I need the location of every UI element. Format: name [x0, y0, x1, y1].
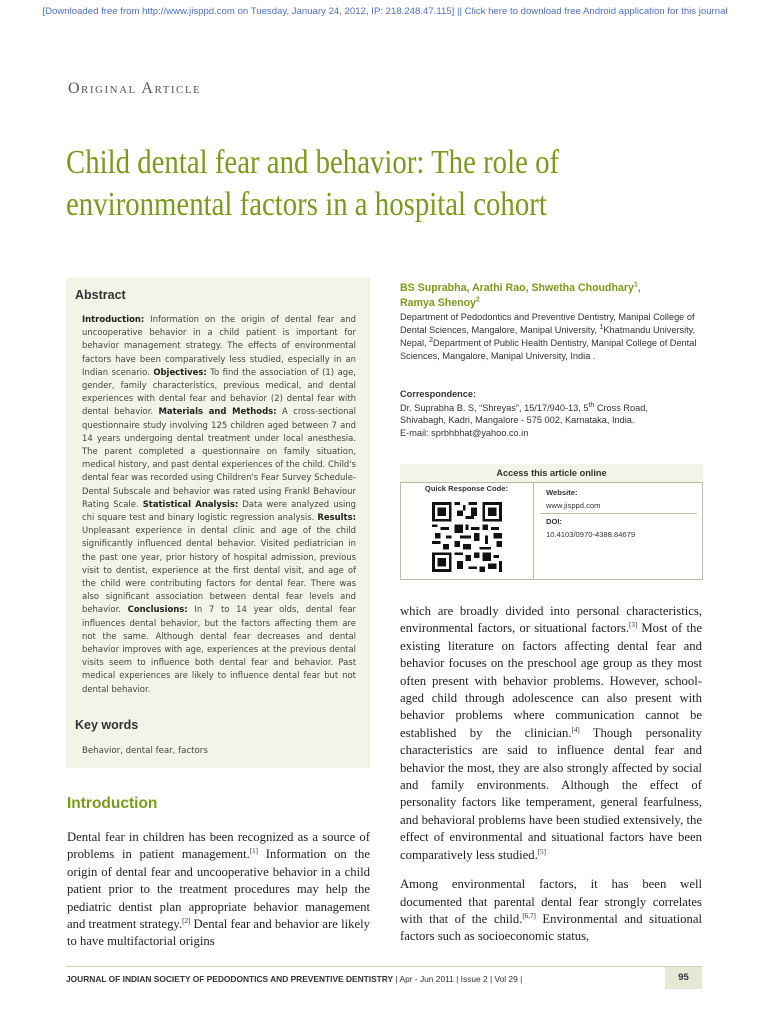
- abstract-stats-text: Data were analyzed using chi square test and binary logistic regression analysis.: [82, 498, 357, 523]
- author-list: [400, 281, 702, 311]
- introduction-heading: Introduction: [67, 795, 158, 812]
- abstract-conclusions-label: Conclusions:: [127, 604, 188, 615]
- doi-link[interactable]: 10.4103/0970-4388.84679: [546, 530, 636, 539]
- text-run: Most of the existing literature on factors affecting dental fear and behavior focuses on the preschool age group as they most often present with behavior problems. However, school-aged child through adolescence can also present with behavior problems where communication cannot be established by the clinician.: [400, 621, 702, 740]
- abstract-heading: Abstract: [75, 288, 126, 302]
- affiliation: [400, 311, 702, 363]
- access-heading: Access this article online: [400, 464, 703, 482]
- affiliation-sup: 2: [429, 336, 434, 344]
- text-run: which are broadly divided into personal characteristics, environmental factors, or situational factors.: [400, 604, 702, 636]
- citation-link[interactable]: [3]: [628, 621, 638, 630]
- text-run: Though personality characteristics are said to influence dental fear and behavior the most, they are also strongly affected by social and family environments. Although the effect of personality factors like temperament, general fearfulness, and behavioral problems have been studied extensively, the effect of environmental and situational factors have been comparatively less studied.: [400, 725, 702, 862]
- correspondence-heading: Correspondence:: [400, 389, 477, 399]
- text-run: Environmental and situational factors such as socioeconomic status,: [400, 911, 702, 944]
- banner-separator: ||: [456, 6, 462, 17]
- correspondence-details: [400, 402, 702, 439]
- journal-name: JOURNAL OF INDIAN SOCIETY OF PEDODONTICS AND PREVENTIVE DENTISTRY: [66, 974, 394, 984]
- abstract-results-text: Unpleasant experience in dental clinic and age of the child significantly influenced dental behavior. Visited pediatrician in the past one year, prior history of hospital admission, previous visit to dentist, experience at the first dental visit, and age of the child were contributing factors for dental fear. There was also significant association between dental fear levels and behavior.: [82, 525, 356, 615]
- footer-citation: [66, 974, 522, 984]
- affiliation-text: Khatmandu University, Nepal,: [400, 324, 696, 348]
- abstract-conclusions-text: In 7 to 14 year olds, dental fear influences dental behavior, but the factors affecting them are not the same. Although dental fear decreases and dental behavior improves with age, experiences at the previous dental visits seem to influence both dental fear and behavior. Past medical experiences are likely to influence dental fear but not dental behavior.: [82, 604, 357, 694]
- abstract-stats-label: Statistical Analysis:: [142, 498, 239, 509]
- abstract-objectives-text: To find the association of (1) age, gender, family characteristics, previous medical, and dental experiences with dental fear and behavior (2) dental fear with dental behavior.: [82, 366, 356, 417]
- correspondence-address: Shivabagh, Kadri, Mangalore - 575 002, Karnataka, India.: [400, 415, 635, 426]
- keywords-heading: Key words: [75, 718, 139, 732]
- text-run: Dr. Suprabha B. S, “Shreyas”, 15/17/940-13, 5: [400, 403, 589, 413]
- text-run: Information on the origin of dental fear and uncooperative behavior in a child patient prior to the treatment procedures may help the pediatric dentist plan appropriate behavior management and treatment strategy.: [67, 847, 370, 932]
- paragraph: [67, 829, 370, 951]
- doi-label: DOI:: [546, 517, 563, 526]
- citation-link[interactable]: [5]: [537, 847, 546, 856]
- authors-comma: ,: [637, 282, 641, 294]
- abstract-text: [82, 313, 356, 696]
- right-column-text: [400, 603, 702, 946]
- website-label: Website:: [546, 488, 578, 497]
- author-sup: 2: [475, 296, 480, 304]
- abstract-methods-text: A cross-sectional questionnaire study involving 125 children aged between 7 and 14 years undergoing dental treatment under local anesthesia. The parent completed a questionnaire on family situation, medical history, and past dental experiences of the child. Child's dental fear was recorded using Children's Fear Survey Schedule-Dental Subscale and behavior was rated using Frankl Behaviour Rating Scale.: [82, 406, 357, 509]
- authors-line-1: BS Suprabha, Arathi Rao, Shwetha Choudhary: [400, 282, 634, 294]
- abstract-objectives-label: Objectives:: [153, 366, 207, 377]
- left-column-text: [67, 829, 370, 951]
- qr-code-icon[interactable]: [432, 501, 502, 573]
- text-run: Among environmental factors, it has been well documented that parental dental fear strongly correlates with that of the child.: [400, 877, 702, 926]
- android-app-link[interactable]: Click here to download free Android application for this journal: [464, 6, 728, 17]
- paragraph: [400, 603, 702, 864]
- download-info-link[interactable]: [Downloaded free from http://www.jisppd.com on Tuesday, January 24, 2012, IP: 218.248.47.115]: [42, 6, 455, 17]
- keywords-text: Behavior, dental fear, factors: [82, 746, 208, 756]
- affiliation-text: Department of Pedodontics and Preventive Dentistry, Manipal College of Dental Sciences, Mangalore, Manipal University,: [400, 312, 695, 335]
- ordinal-sup: th: [588, 401, 595, 409]
- citation-link[interactable]: [6,7]: [522, 911, 536, 920]
- section-label: Original Article: [68, 80, 202, 97]
- footer-divider: [66, 966, 702, 967]
- abstract-methods-label: Materials and Methods:: [158, 406, 277, 417]
- abstract-intro-text: Information on the origin of dental fear and uncooperative behavior in a child patient is important for behavior management strategy. The effects of environmental factors have been comparatively less studied, especially in an Indian scenario.: [82, 314, 356, 377]
- website-link[interactable]: www.jisppd.com: [546, 501, 601, 510]
- abstract-results-label: Results:: [317, 512, 356, 523]
- text-run: Cross Road,: [594, 403, 648, 413]
- text-run: Dental fear in children has been recognized as a source of problems in patient management.: [67, 830, 370, 862]
- citation-link[interactable]: [1]: [249, 847, 258, 856]
- abstract-intro-label: Introduction:: [82, 314, 145, 324]
- download-banner: [0, 6, 770, 17]
- divider: [400, 482, 703, 483]
- author-sup: 1: [633, 281, 638, 289]
- divider: [533, 482, 534, 580]
- paragraph: [400, 876, 702, 946]
- title-line: environmental factors in a hospital cohort: [66, 186, 547, 223]
- issue-info: | Apr - Jun 2011 | Issue 2 | Vol 29 |: [393, 974, 523, 984]
- citation-link[interactable]: [4]: [571, 725, 580, 734]
- correspondence-name: [400, 402, 702, 414]
- divider: [540, 513, 697, 514]
- citation-link[interactable]: [2]: [182, 916, 191, 925]
- qr-label: Quick Response Code:: [424, 484, 509, 493]
- page-number: 95: [665, 967, 702, 989]
- affiliation-text: Department of Public Health Dentistry, Manipal College of Dental Sciences, Mangalore, Manipal University, India .: [400, 337, 697, 361]
- article-title: [66, 142, 616, 226]
- title-line: Child dental fear and behavior: The role of: [66, 144, 560, 181]
- authors-line-2: Ramya Shenoy: [400, 297, 476, 309]
- affiliation-sup: 1: [599, 323, 604, 331]
- correspondence-email[interactable]: E-mail: sprbhbhat@yahoo.co.in: [400, 427, 529, 438]
- text-run: Dental fear and behavior are likely to have multifactorial origins: [67, 917, 370, 949]
